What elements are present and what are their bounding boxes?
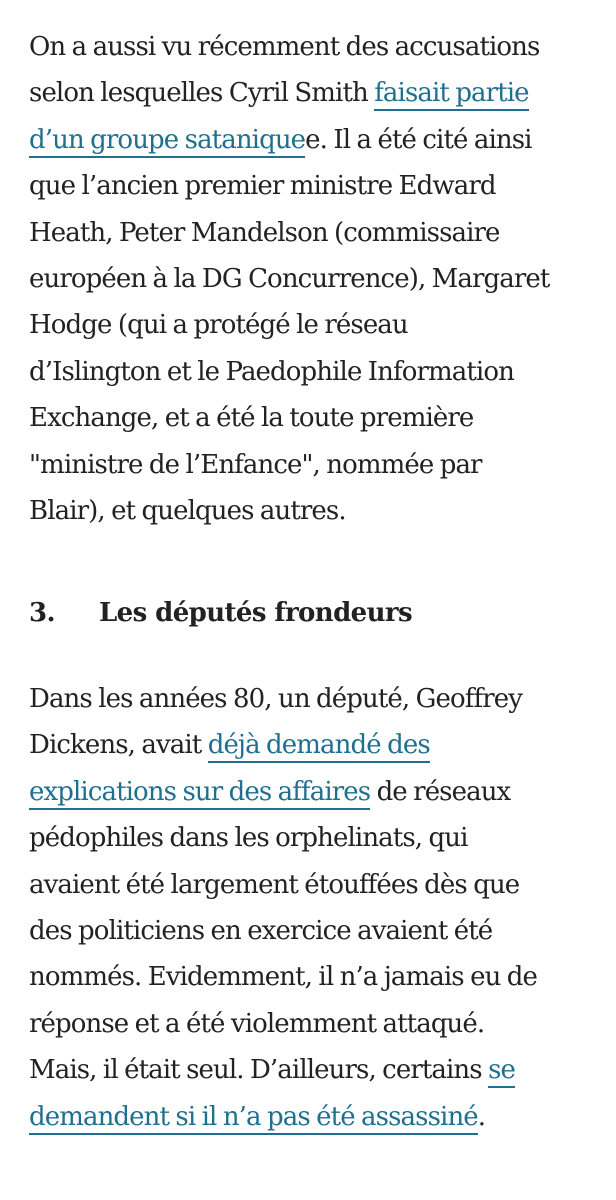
section-heading xyxy=(29,590,412,636)
text-run: e. Il a été cité ainsi xyxy=(305,124,532,155)
text-run: selon lesquelles Cyril Smith xyxy=(29,78,375,109)
text-line: avaient été largement étouffées dès que xyxy=(29,869,520,900)
text-line: pédophiles dans les orphelinats, qui xyxy=(29,823,468,854)
section-title: Les députés frondeurs xyxy=(99,598,413,628)
text-line xyxy=(29,70,549,116)
text-line: que l’ancien premier ministre Edward xyxy=(29,171,496,202)
text-line xyxy=(29,769,537,815)
text-line xyxy=(29,117,549,163)
text-line xyxy=(29,722,537,768)
text-line: Exchange, et a été la toute première xyxy=(29,403,474,434)
text-run: de réseaux xyxy=(370,776,511,807)
paragraph-cyril-smith xyxy=(29,24,549,534)
text-line: européen à la DG Concurrence), Margaret xyxy=(29,264,550,295)
text-line: Blair), et quelques autres. xyxy=(29,496,346,527)
text-run: Dickens, avait xyxy=(29,730,208,761)
text-line: d’Islington et le Paedophile Information xyxy=(29,356,514,387)
text-line xyxy=(29,1094,537,1140)
text-line: nommés. Evidemment, il n’a jamais eu de xyxy=(29,962,538,993)
link-explanations-requested-cont[interactable]: explications sur des affaires xyxy=(29,777,370,810)
link-assassinated[interactable]: se xyxy=(488,1055,515,1088)
text-line xyxy=(29,1047,537,1093)
text-line: des politiciens en exercice avaient été xyxy=(29,916,493,947)
text-line: Heath, Peter Mandelson (commissaire xyxy=(29,217,500,248)
paragraph-geoffrey-dickens xyxy=(29,676,537,1140)
section-number: 3. xyxy=(29,598,55,628)
text-line: Dans les années 80, un député, Geoffrey xyxy=(29,684,522,714)
link-satanic-group-cont[interactable]: d’un groupe satanique xyxy=(29,125,305,158)
link-satanic-group[interactable]: faisait partie xyxy=(374,78,528,111)
link-explanations-requested[interactable]: déjà demandé des xyxy=(208,730,430,763)
link-assassinated-cont[interactable]: demandent si il n’a pas été assassiné xyxy=(29,1102,478,1135)
text-line: Hodge (qui a protégé le réseau xyxy=(29,310,408,341)
text-run: Mais, il était seul. D’ailleurs, certains xyxy=(29,1055,489,1086)
text-line: réponse et a été violemment attaqué. xyxy=(29,1008,485,1039)
text-line: "ministre de l’Enfance", nommée par xyxy=(29,449,482,480)
text-run: . xyxy=(477,1101,486,1132)
text-line: On a aussi vu récemment des accusations xyxy=(29,32,540,62)
